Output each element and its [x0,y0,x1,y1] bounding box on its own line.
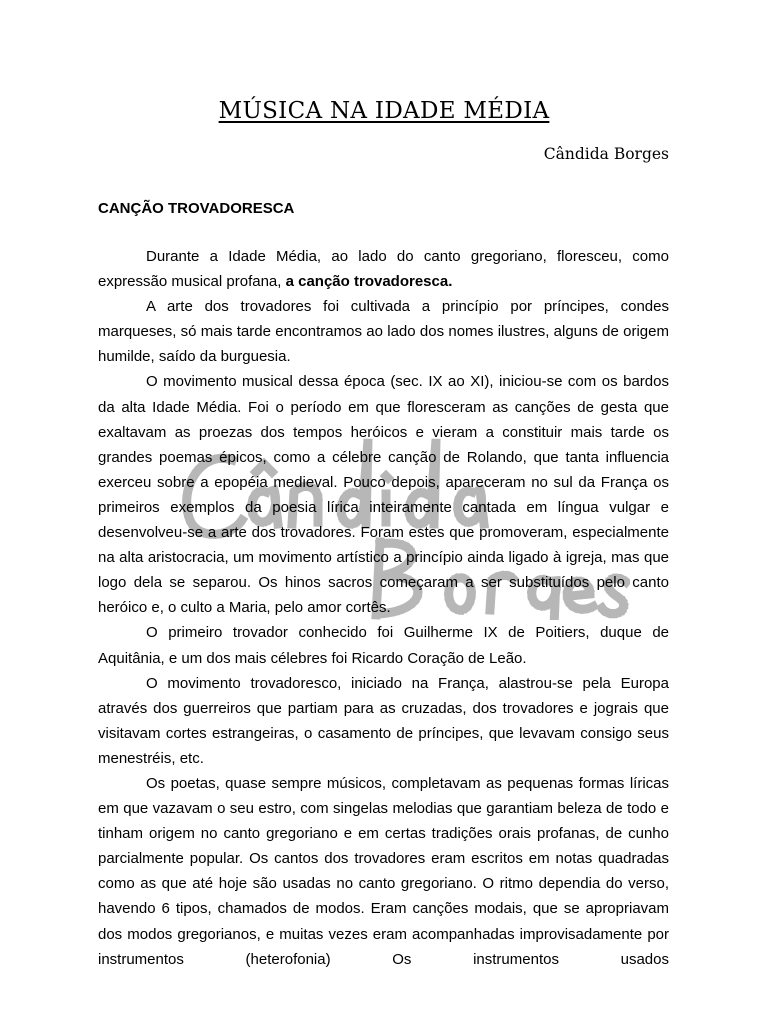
paragraph-1 [98,244,669,294]
paragraph-4: O primeiro trovador conhecido foi Guilherme IX de Poitiers, duque de Aquitânia, e um dos mais célebres foi Ricardo Coração de Leão. [98,624,669,667]
paragraph-2: A arte dos trovadores foi cultivada a princípio por príncipes, condes marqueses, só mais tarde encontramos ao lado dos nomes ilustres, alguns de origem humilde, saído da burguesia. [98,298,669,366]
paragraph-5: O movimento trovadoresco, iniciado na França, alastrou-se pela Europa através dos guerreiros que partiam para as cruzadas, dos trovadores e jograis que visitavam cortes estrangeiras, o casamento de príncipes, que levavam consigo seus menestréis, etc. [98,674,669,767]
author-name: Cândida Borges [543,145,669,163]
paragraph-1-bold-text: a canção trovadoresca. [285,273,453,291]
body-text [98,244,669,972]
section-heading: CANÇÃO TROVADORESCA [98,200,295,217]
document-title: MÚSICA NA IDADE MÉDIA [218,98,550,124]
paragraph-3: O movimento musical dessa época (sec. IX ao XI), iniciou-se com os bardos da alta Idade Média. Foi o período em que floresceram as canções de gesta que exaltavam as proezas dos tempos heróicos e vieram a constituir mais tarde os grandes poemas épicos, como a célebre canção de Rolando, que tanta influencia exerceu sobre a epopéia medieval. Pouco depois, apareceram no sul da França os primeiros exemplos da poesia lírica inteiramente cantada em língua vulgar e desenvolveu-se a arte dos trovadores. Foram estes que promoveram, especialmente na alta aristocracia, um movimento artístico a princípio ainda ligado à igreja, mas que logo dela se separou. Os hinos sacros começaram a ser substituídos pelo canto heróico e, o culto a Maria, pelo amor cortês. [98,373,669,617]
paragraph-6: Os poetas, quase sempre músicos, completavam as pequenas formas líricas em que vazavam o seu estro, com singelas melodias que garantiam beleza de todo e tinham origem no canto gregoriano e em certas tradições orais profanas, de cunho parcialmente popular. Os cantos dos trovadores eram escritos em notas quadradas como as que até hoje são usadas no canto gregoriano. O ritmo dependia do verso, havendo 6 tipos, chamados de modos. Eram canções modais, que se apropriavam dos modos gregorianos, e muitas vezes eram acompanhadas improvisadamente por instrumentos (heterofonia) Os instrumentos usados [98,774,669,968]
paragraph-1-text: Durante a Idade Média, ao lado do canto gregoriano, floresceu, como expressão musical profana, [98,248,669,291]
